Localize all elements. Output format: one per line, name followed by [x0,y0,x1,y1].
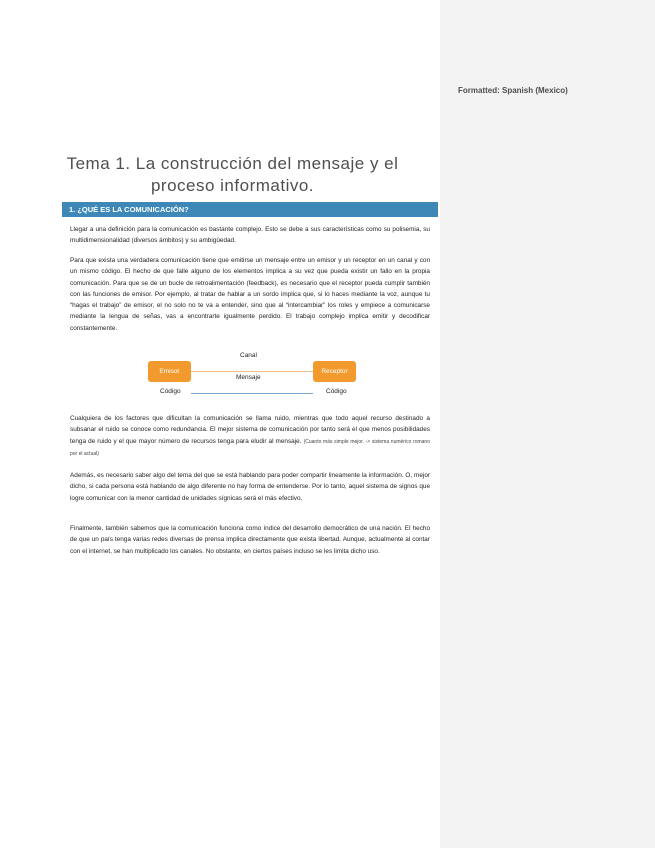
section-heading: 1. ¿QUÉ ES LA COMUNICACIÓN? [62,202,438,217]
paragraph-shared-knowledge: Además, es necesario saber algo del tema del que se está hablando para poder compartir lineamente la información. O, mejor dicho, si cada persona está hablando de algo diferente no hay forma de entenderse. Por lo tanto, aquel sistema de signos que logre comunicar con la menor cantidad de unidades sígnicas será el más efectivo. [70,472,430,502]
title-line-2: proceso informativo. [150,176,315,195]
paragraph-noise [70,413,430,460]
document-title [60,153,405,197]
paragraph-democracy: Finalmente, también sabemos que la comunicación funciona como índice del desarrollo democrático de una nación. El hecho de que un país tenga varias redes diversas de prensa implica directamente que exista libertad. Aunque, actualmente al contar con el internet, se han multiplicado los canales. No obstante, en ciertos países incluso se les limita dicho uso. [70,525,430,555]
canal-label: Canal [240,352,257,359]
paragraph-communication-elements: Para que exista una verdadera comunicación tiene que emitirse un mensaje entre un emisor y un receptor en un canal y con un mismo código. El hecho de que falle alguno de los elementos implica a su vez que pueda existir un fallo en la propia comunicación. Para que se de un bucle de retroalimentación (feedback), es necesario que el receptor pueda cumplir también con las funciones de emisor. Por ejemplo, al tratar de hablar a un sordo implica que, si lo haces mediante la voz, aunque tu “hagas el trabajo” de emisor, el no solo no te va a entender, sino que al “intercambiar” los roles y empiece a comunicarse mediante la lengua de señas, vas a encontrarte igualmente perdido. El trabajo complejo implica emitir y decodificar constantemente. [70,257,430,332]
mensaje-label: Mensaje [236,374,261,381]
communication-diagram [148,352,362,400]
noise-text: Cualquiera de los factores que dificultan la comunicación se llama ruido, mientras que todo aquel recurso destinado a subsanar el ruido se conoce como redundancia. El mejor sistema de comunicación por tanto será el que menos posibilidades tenga de ruido y el que mayor número de recursos tenga para eludir al mensaje. [70,415,430,445]
title-line-1: Tema 1. La construcción del mensaje y el [66,154,399,173]
paragraph-definition: Llegar a una definición para la comunicación es bastante complejo. Esto se debe a sus características como su polisemia, su multidimensionalidad (diversos ámbitos) y su ambigüedad. [70,226,430,245]
receptor-box: Receptor [313,361,356,382]
emisor-box: Emisor [148,361,191,382]
noise-note: (Cuanto más simple mejor. -> sistema numérico romano por el actual) [70,438,430,457]
code-line [191,393,313,394]
comments-pane [440,0,655,848]
codigo-right-label: Código [326,388,347,395]
channel-line [191,371,313,372]
codigo-left-label: Código [160,388,181,395]
format-comment[interactable]: Formatted: Spanish (Mexico) [458,86,568,95]
